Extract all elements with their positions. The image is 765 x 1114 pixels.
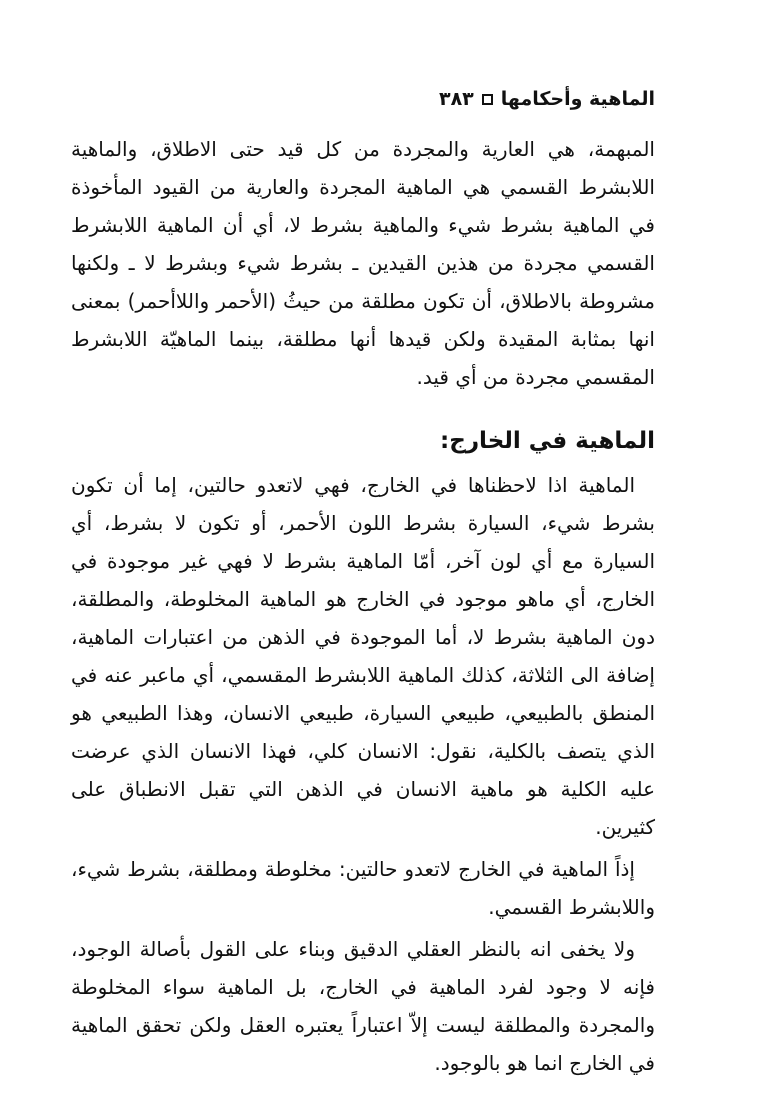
square-icon — [482, 94, 493, 105]
running-title: الماهية وأحكامها — [500, 88, 655, 110]
page-number: ٣٨٣ — [438, 88, 474, 110]
page-header — [439, 84, 655, 114]
page-body — [71, 130, 655, 1082]
section-heading: الماهية في الخارج: — [440, 428, 655, 454]
paragraph-3: إذاً الماهية في الخارج لاتعدو حالتين: مخلوطة ومطلقة، بشرط شيء، واللابشرط القسمي. — [71, 857, 655, 919]
paragraph-2: الماهية اذا لاحظناها في الخارج، فهي لاتعدو حالتين، إما أن تكون بشرط شيء، السيارة بشرط اللون الأحمر، أو تكون لا بشرط، أي السيارة مع أي لون آخر، أمّا الماهية بشرط لا فهي غير موجودة في الخارج، أي ماهو موجود في الخارج هو الماهية المخلوطة، والمطلقة، دون الماهية بشرط لا، أما الموجودة في الذهن من اعتبارات الماهية، إضافة الى الثلاثة، كذلك الماهية اللابشرط المقسمي، أي ماعبر عنه في المنطق بالطبيعي، طبيعي السيارة، طبيعي الانسان، وهذا الطبيعي هو الذي يتصف بالكلية، نقول: الانسان كلي، فهذا الانسان الذي عرضت عليه الكلية هو ماهية الانسان في الذهن التي تقبل الانطباق على كثيرين. — [71, 473, 655, 839]
paragraph-4: ولا يخفى انه بالنظر العقلي الدقيق وبناء على القول بأصالة الوجود، فإنه لا وجود لفرد الماهية في الخارج، بل الماهية سواء المخلوطة والمجردة والمطلقة ليست إلاّ اعتباراً يعتبره العقل ولكن تحقق الماهية في الخارج انما هو بالوجود. — [71, 937, 655, 1075]
paragraph-1: المبهمة، هي العارية والمجردة من كل قيد حتى الاطلاق، والماهية اللابشرط القسمي هي الماهية المجردة والعارية من القيود المأخوذة في الماهية بشرط شيء والماهية بشرط لا، أي أن الماهية اللابشرط القسمي مجردة من هذين القيدين ـ بشرط شيء وبشرط لا ـ ولكنها مشروطة بالاطلاق، أن تكون مطلقة من حيثُ (الأحمر واللاأحمر) بمعنى انها بمثابة المقيدة ولكن قيدها أنها مطلقة، بينما الماهيّة اللابشرط المقسمي مجردة من أي قيد. — [71, 137, 655, 389]
